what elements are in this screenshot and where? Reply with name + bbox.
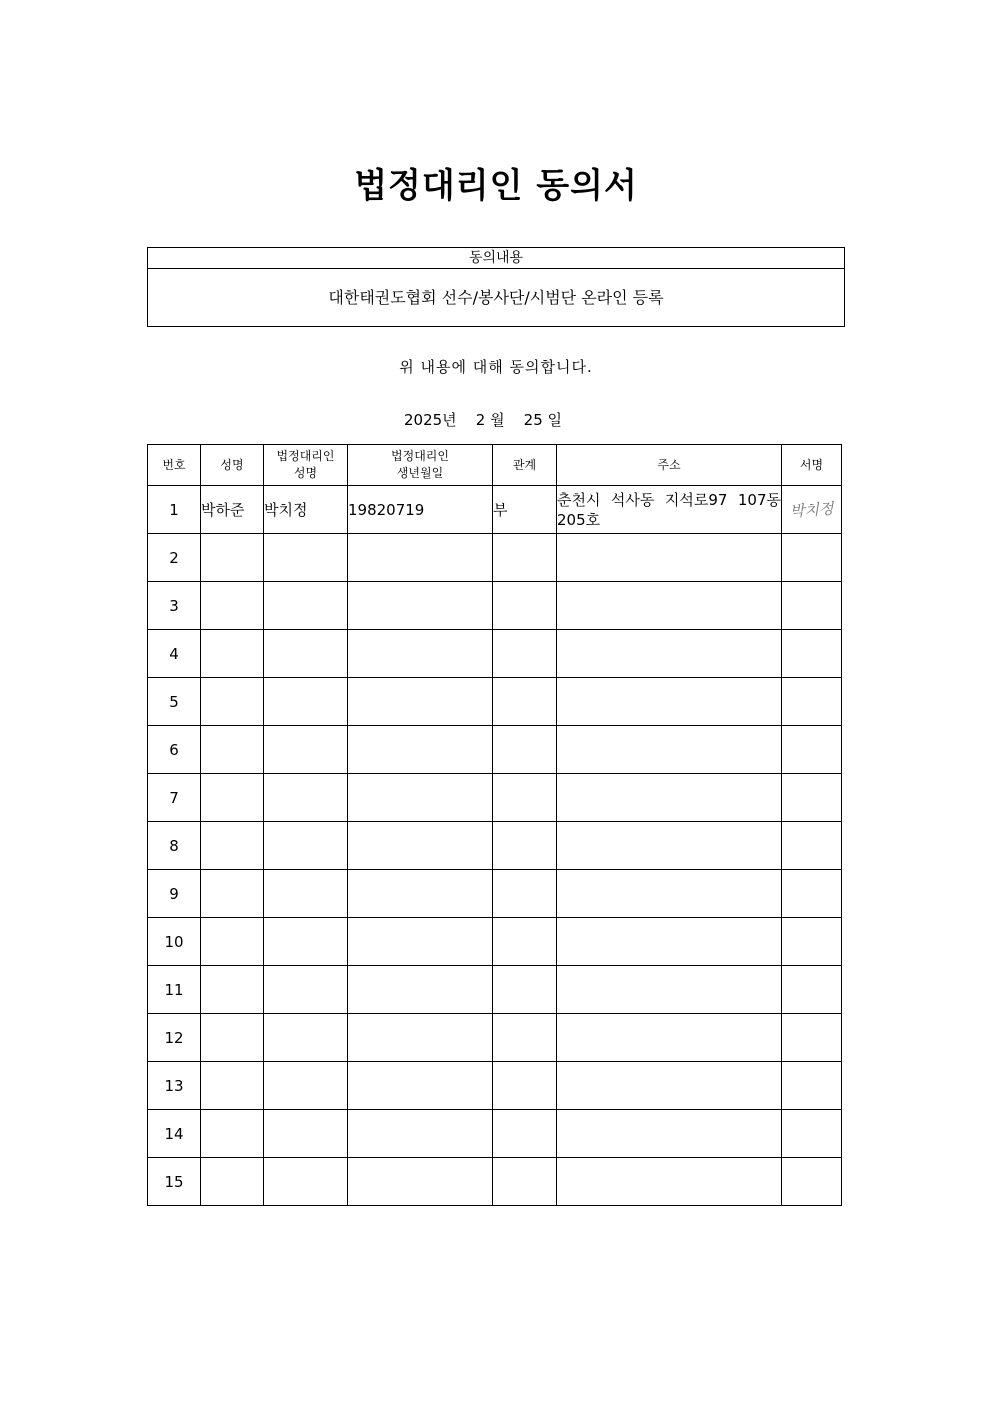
guardian-birthdate (348, 918, 493, 966)
student-name (201, 630, 264, 678)
consent-text: 대한태권도협회 선수/봉사단/시범단 온라인 등록 (328, 288, 664, 307)
row-number: 14 (148, 1110, 201, 1158)
date-month: 2 (475, 411, 486, 429)
header-guardian-name-line2: 성명 (293, 466, 318, 480)
address: 춘천시 석사동 지석로97 107동205호 (557, 486, 782, 534)
student-name: 박하준 (201, 486, 264, 534)
table-row (148, 966, 842, 1014)
address (557, 534, 782, 582)
guardian-name (264, 774, 348, 822)
signature-cell (782, 918, 842, 966)
header-guardian-birth (348, 445, 493, 486)
guardian-birthdate (348, 1110, 493, 1158)
table-row (148, 534, 842, 582)
address (557, 678, 782, 726)
address (557, 1158, 782, 1206)
guardian-birthdate (348, 822, 493, 870)
document-title: 법정대리인 동의서 (354, 166, 638, 206)
table-row (148, 726, 842, 774)
table-row (148, 486, 842, 534)
row-number: 7 (148, 774, 201, 822)
relation (493, 966, 557, 1014)
address (557, 774, 782, 822)
row-number: 9 (148, 870, 201, 918)
signature-cell (782, 726, 842, 774)
consent-content-box (147, 247, 845, 327)
relation: 부 (493, 486, 557, 534)
guardian-birthdate (348, 1158, 493, 1206)
row-number: 12 (148, 1014, 201, 1062)
date-year: 2025년 (404, 411, 457, 429)
guardian-registration-table (147, 444, 842, 1206)
table-body (148, 486, 842, 1206)
signature-cell (782, 1158, 842, 1206)
relation (493, 582, 557, 630)
guardian-birthdate (348, 726, 493, 774)
relation (493, 630, 557, 678)
guardian-birthdate (348, 630, 493, 678)
guardian-name (264, 1110, 348, 1158)
signature-cell (782, 966, 842, 1014)
row-number: 8 (148, 822, 201, 870)
relation (493, 1014, 557, 1062)
guardian-name (264, 822, 348, 870)
signature-cell (782, 582, 842, 630)
guardian-birthdate (348, 582, 493, 630)
relation (493, 774, 557, 822)
date-day: 25 (523, 411, 543, 429)
table-header-row (148, 445, 842, 486)
student-name (201, 966, 264, 1014)
relation (493, 534, 557, 582)
signature-cell (782, 870, 842, 918)
student-name (201, 1110, 264, 1158)
table-row (148, 822, 842, 870)
signature-cell (782, 534, 842, 582)
relation (493, 726, 557, 774)
relation (493, 822, 557, 870)
address (557, 966, 782, 1014)
relation (493, 678, 557, 726)
guardian-birthdate (348, 1014, 493, 1062)
signature-cell (782, 678, 842, 726)
address (557, 1062, 782, 1110)
guardian-name (264, 1158, 348, 1206)
guardian-birthdate (348, 1062, 493, 1110)
header-guardian-birth-line1: 법정대리인 (391, 449, 449, 463)
header-number: 번호 (148, 445, 201, 486)
address (557, 726, 782, 774)
row-number: 11 (148, 966, 201, 1014)
address (557, 918, 782, 966)
table-row (148, 1158, 842, 1206)
table-row (148, 1110, 842, 1158)
date-day-unit: 일 (547, 411, 563, 429)
date-line (404, 409, 562, 430)
guardian-name: 박치정 (264, 486, 348, 534)
student-name (201, 582, 264, 630)
signature-cell (782, 1110, 842, 1158)
address (557, 870, 782, 918)
table-row (148, 774, 842, 822)
header-guardian-name (264, 445, 348, 486)
student-name (201, 678, 264, 726)
relation (493, 1158, 557, 1206)
row-number: 5 (148, 678, 201, 726)
row-number: 3 (148, 582, 201, 630)
agreement-statement: 위 내용에 대해 동의합니다. (399, 358, 593, 376)
student-name (201, 1062, 264, 1110)
row-number: 6 (148, 726, 201, 774)
header-relation: 관계 (493, 445, 557, 486)
row-number: 13 (148, 1062, 201, 1110)
signature-cell (782, 1014, 842, 1062)
guardian-name (264, 678, 348, 726)
table-row (148, 870, 842, 918)
student-name (201, 1158, 264, 1206)
address (557, 1014, 782, 1062)
student-name (201, 1014, 264, 1062)
guardian-name (264, 630, 348, 678)
student-name (201, 822, 264, 870)
address (557, 822, 782, 870)
table-row (148, 678, 842, 726)
handwritten-signature: 박치정 (789, 499, 834, 521)
guardian-name (264, 966, 348, 1014)
guardian-name (264, 918, 348, 966)
guardian-birthdate (348, 870, 493, 918)
student-name (201, 774, 264, 822)
student-name (201, 534, 264, 582)
header-address: 주소 (557, 445, 782, 486)
date-month-unit: 월 (490, 411, 505, 429)
signature-cell (782, 486, 842, 534)
table-row (148, 630, 842, 678)
guardian-name (264, 534, 348, 582)
header-guardian-birth-line2: 생년월일 (396, 466, 444, 480)
student-name (201, 870, 264, 918)
table-row (148, 1062, 842, 1110)
student-name (201, 918, 264, 966)
table-row (148, 1014, 842, 1062)
signature-cell (782, 1062, 842, 1110)
header-guardian-name-line1: 법정대리인 (276, 449, 335, 463)
guardian-birthdate (348, 534, 493, 582)
guardian-birthdate: 19820719 (348, 486, 493, 534)
row-number: 15 (148, 1158, 201, 1206)
address (557, 582, 782, 630)
guardian-birthdate (348, 678, 493, 726)
student-name (201, 726, 264, 774)
guardian-name (264, 582, 348, 630)
relation (493, 918, 557, 966)
guardian-name (264, 870, 348, 918)
guardian-birthdate (348, 774, 493, 822)
header-name: 성명 (201, 445, 264, 486)
address (557, 630, 782, 678)
row-number: 10 (148, 918, 201, 966)
guardian-name (264, 1014, 348, 1062)
row-number: 2 (148, 534, 201, 582)
signature-cell (782, 822, 842, 870)
signature-cell (782, 630, 842, 678)
guardian-name (264, 726, 348, 774)
relation (493, 1062, 557, 1110)
row-number: 4 (148, 630, 201, 678)
relation (493, 870, 557, 918)
consent-header: 동의내용 (148, 248, 844, 269)
table-row (148, 582, 842, 630)
relation (493, 1110, 557, 1158)
address (557, 1110, 782, 1158)
guardian-birthdate (348, 966, 493, 1014)
table-row (148, 918, 842, 966)
guardian-name (264, 1062, 348, 1110)
row-number: 1 (148, 486, 201, 534)
header-signature: 서명 (782, 445, 842, 486)
signature-cell (782, 774, 842, 822)
